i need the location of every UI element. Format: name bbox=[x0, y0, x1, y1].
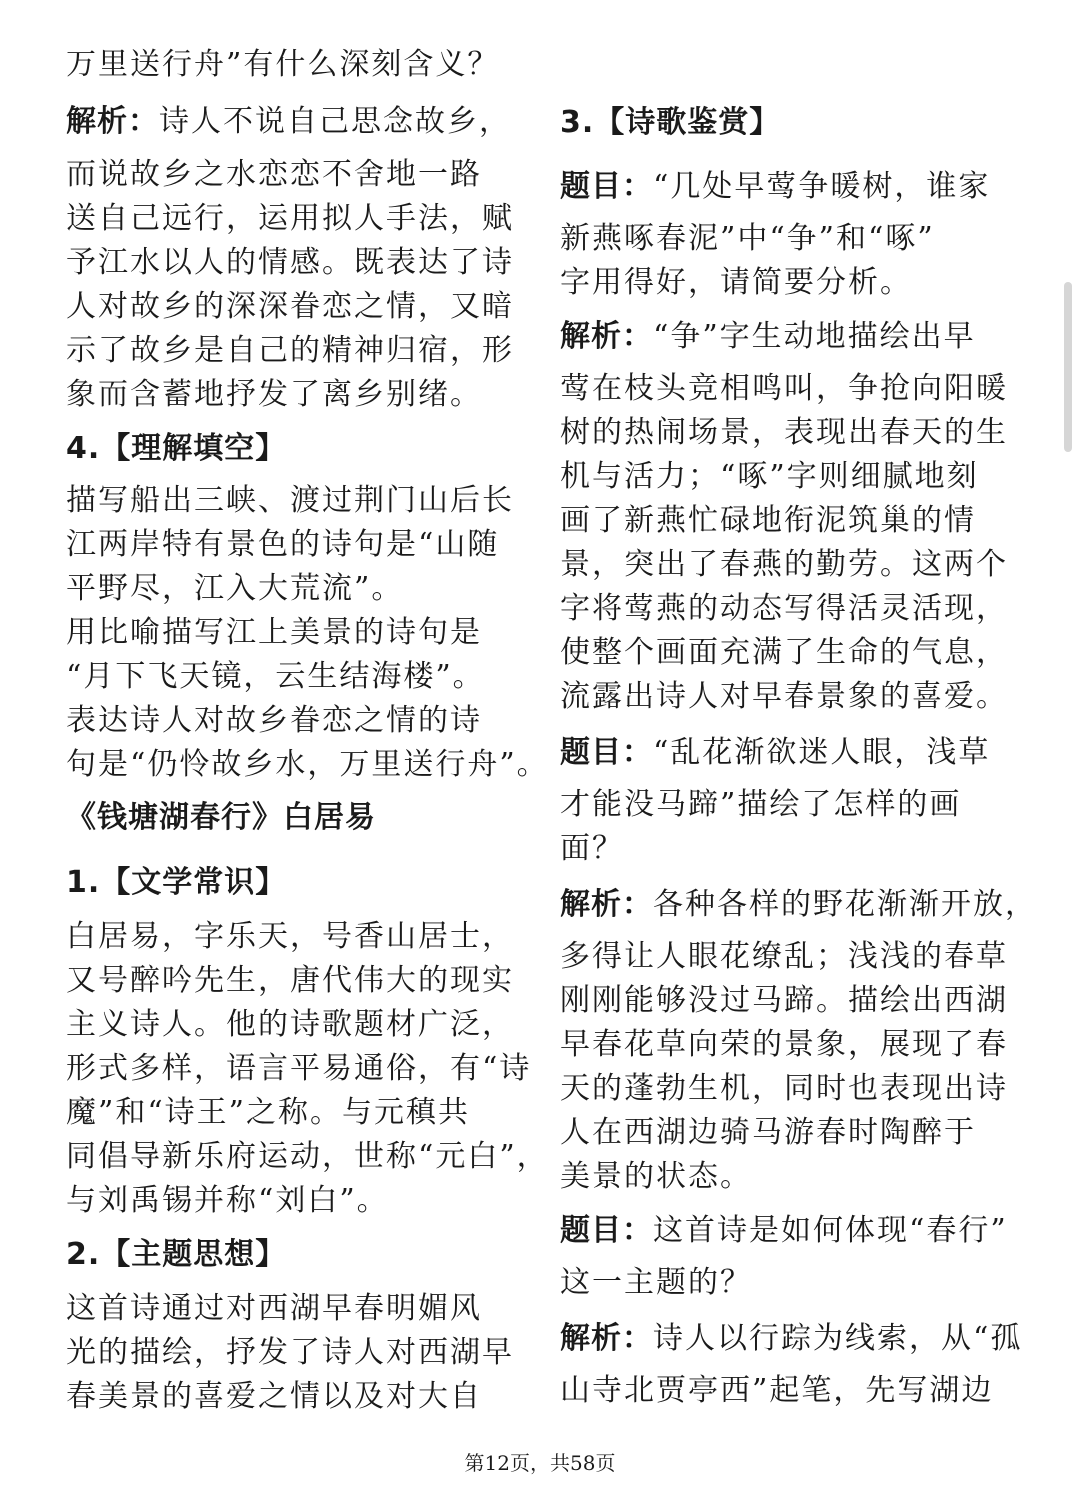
section-heading: 2.【主题思想】 bbox=[66, 1237, 287, 1272]
text-line: 主义诗人。他的诗歌题材广泛， bbox=[66, 1007, 514, 1042]
analysis-line bbox=[66, 104, 511, 139]
text-line: 与刘禹锡并称“刘白”。 bbox=[66, 1183, 389, 1218]
analysis-label: 解析： bbox=[560, 887, 653, 922]
text-line: 万里送行舟”有什么深刻含义？ bbox=[66, 47, 500, 82]
text-line: “月下飞天镜，云生结海楼”。 bbox=[66, 659, 485, 694]
page-indicator: 第12页，共58页 bbox=[464, 1451, 616, 1475]
analysis-line bbox=[560, 1321, 1023, 1356]
question-label: 题目： bbox=[560, 1213, 653, 1248]
text-line: 字用得好，请简要分析。 bbox=[560, 265, 912, 300]
text-line: 示了故乡是自己的精神归宿，形 bbox=[66, 333, 514, 368]
text-line: 美景的状态。 bbox=[560, 1159, 752, 1194]
text-line: 描写船出三峡、渡过荆门山后长 bbox=[66, 483, 514, 518]
text-line: 字将莺燕的动态写得活灵活现， bbox=[560, 591, 1008, 626]
text-line: 树的热闹场景，表现出春天的生 bbox=[560, 415, 1008, 450]
text-line: 送自己远行，运用拟人手法，赋 bbox=[66, 201, 514, 236]
text-line: 又号醉吟先生，唐代伟大的现实 bbox=[66, 963, 514, 998]
text-line: 莺在枝头竞相鸣叫，争抢向阳暖 bbox=[560, 371, 1008, 406]
analysis-label: 解析： bbox=[560, 1321, 653, 1356]
question-label: 题目： bbox=[560, 735, 653, 770]
text-line: 平野尽，江入大荒流”。 bbox=[66, 571, 404, 606]
text-line: 早春花草向荣的景象，展现了春 bbox=[560, 1027, 1008, 1062]
section-heading: 4.【理解填空】 bbox=[66, 431, 287, 466]
text-line: 面？ bbox=[560, 831, 624, 866]
analysis-label: 解析： bbox=[560, 319, 653, 354]
question-label: 题目： bbox=[560, 169, 653, 204]
question-text: “几处早莺争暖树，谁家 bbox=[653, 169, 991, 204]
question-text: “乱花渐欲迷人眼，浅草 bbox=[653, 735, 991, 770]
text-line: 这一主题的？ bbox=[560, 1265, 752, 1300]
text-line: 表达诗人对故乡眷恋之情的诗 bbox=[66, 703, 482, 738]
text-line: 刚刚能够没过马蹄。描绘出西湖 bbox=[560, 983, 1008, 1018]
analysis-line bbox=[560, 319, 976, 354]
text-line: 多得让人眼花缭乱；浅浅的春草 bbox=[560, 939, 1008, 974]
text-line: 才能没马蹄”描绘了怎样的画 bbox=[560, 787, 962, 822]
text-line: 天的蓬勃生机，同时也表现出诗 bbox=[560, 1071, 1008, 1106]
text-line: 形式多样，语言平易通俗，有“诗 bbox=[66, 1051, 532, 1086]
text-line: 流露出诗人对早春景象的喜爱。 bbox=[560, 679, 1008, 714]
text-line: 使整个画面充满了生命的气息， bbox=[560, 635, 1008, 670]
text-line: 人对故乡的深深眷恋之情，又暗 bbox=[66, 289, 514, 324]
text-line: 人在西湖边骑马游春时陶醉于 bbox=[560, 1115, 976, 1150]
text-line: 景，突出了春燕的勤劳。这两个 bbox=[560, 547, 1008, 582]
analysis-line bbox=[560, 887, 1037, 922]
text-line: 画了新燕忙碌地衔泥筑巢的情 bbox=[560, 503, 976, 538]
text-line: 予江水以人的情感。既表达了诗 bbox=[66, 245, 514, 280]
text-line: 白居易，字乐天，号香山居士， bbox=[66, 919, 514, 954]
text-line: 新燕啄春泥”中“争”和“啄” bbox=[560, 221, 935, 256]
text-line: 光的描绘，抒发了诗人对西湖早 bbox=[66, 1335, 514, 1370]
question-line bbox=[560, 1213, 1008, 1248]
question-line bbox=[560, 169, 991, 204]
text-line: 句是“仍怜故乡水，万里送行舟”。 bbox=[66, 747, 549, 782]
analysis-text: 诗人以行踪为线索，从“孤 bbox=[653, 1321, 1023, 1356]
section-heading: 3.【诗歌鉴赏】 bbox=[560, 105, 781, 140]
text-line: 这首诗通过对西湖早春明媚风 bbox=[66, 1291, 482, 1326]
scrollbar-thumb[interactable] bbox=[1064, 282, 1072, 452]
text-line: 象而含蓄地抒发了离乡别绪。 bbox=[66, 377, 482, 412]
text-line: 用比喻描写江上美景的诗句是 bbox=[66, 615, 482, 650]
text-line: 江两岸特有景色的诗句是“山随 bbox=[66, 527, 500, 562]
analysis-text: 诗人不说自己思念故乡， bbox=[159, 104, 511, 139]
question-line bbox=[560, 735, 991, 770]
analysis-text: 各种各样的野花渐渐开放， bbox=[653, 887, 1037, 922]
question-text: 这首诗是如何体现“春行” bbox=[653, 1213, 1008, 1248]
text-line: 机与活力；“啄”字则细腻地刻 bbox=[560, 459, 979, 494]
poem-title: 《钱塘湖春行》白居易 bbox=[66, 800, 376, 835]
analysis-text: “争”字生动地描绘出早 bbox=[653, 319, 976, 354]
analysis-label: 解析： bbox=[66, 104, 159, 139]
text-line: 而说故乡之水恋恋不舍地一路 bbox=[66, 157, 482, 192]
text-line: 魔”和“诗王”之称。与元稹共 bbox=[66, 1095, 471, 1130]
text-line: 同倡导新乐府运动，世称“元白”， bbox=[66, 1139, 549, 1174]
section-heading: 1.【文学常识】 bbox=[66, 865, 287, 900]
text-line: 春美景的喜爱之情以及对大自 bbox=[66, 1379, 482, 1414]
text-line: 山寺北贾亭西”起笔，先写湖边 bbox=[560, 1373, 994, 1408]
